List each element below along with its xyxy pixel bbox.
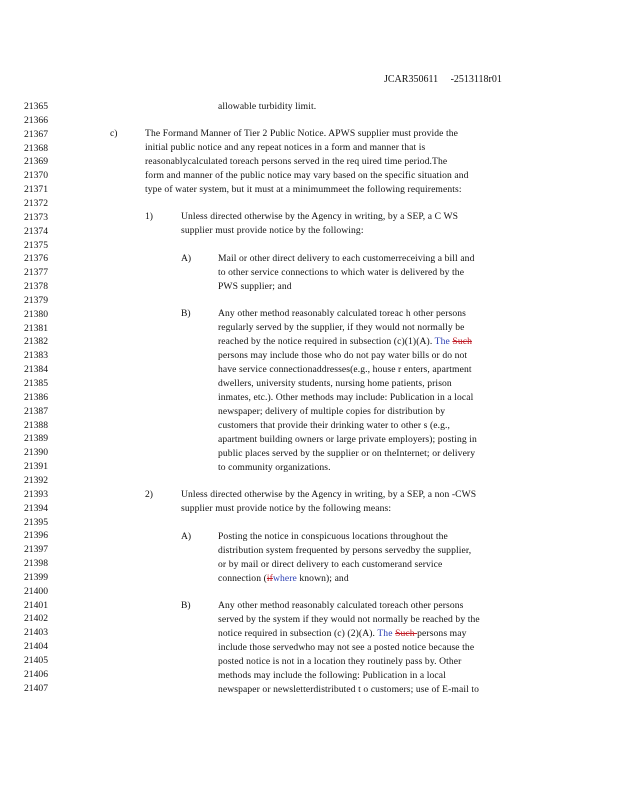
line-number: 21396 <box>24 530 48 542</box>
marker-2-B: B) <box>181 600 191 611</box>
line-number: 21366 <box>24 114 48 126</box>
text-line-21370: form and manner of the public notice may vary based on the specific situation and <box>145 170 469 181</box>
marker-1-B: B) <box>181 308 191 319</box>
inserted-text: The <box>434 336 453 347</box>
text-line-21394: supplier must provide notice by the following means: <box>181 503 392 514</box>
line-number: 21380 <box>24 308 48 320</box>
text-line-21405: posted notice is not in a location they routinely pass by. Other <box>218 656 462 667</box>
deleted-text: Such <box>395 628 418 639</box>
text-line-21393: Unless directed otherwise by the Agency in writing, by a SEP, a non -CWS <box>181 489 477 500</box>
text-line-21399 <box>218 572 349 586</box>
line-number: 21368 <box>24 142 48 154</box>
text-line-21390: public places served by the supplier or on theInternet; or delivery <box>218 448 476 459</box>
text-line-21397: distribution system frequented by persons servedby the supplier, <box>218 545 472 556</box>
line-number: 21387 <box>24 405 48 417</box>
line-number: 21404 <box>24 641 48 653</box>
line-number: 21401 <box>24 599 48 611</box>
line-number: 21406 <box>24 668 48 680</box>
line-number: 21367 <box>24 128 48 140</box>
text-line-21367: The Formand Manner of Tier 2 Public Notice. APWS supplier must provide the <box>145 128 459 139</box>
text-line-21371: type of water system, but it must at a minimummeet the following requirements: <box>145 184 462 195</box>
marker-1-A: A) <box>181 253 192 264</box>
text-line-21382 <box>218 335 472 349</box>
line-number: 21402 <box>24 613 48 625</box>
line-number: 21370 <box>24 170 48 182</box>
line-number: 21371 <box>24 184 48 196</box>
text-line-21387: newspaper; delivery of multiple copies for distribution by <box>218 406 446 417</box>
deleted-text: Such <box>452 336 472 347</box>
text-line-21374: supplier must provide notice by the following: <box>181 225 364 236</box>
text-line-21386: inmates, etc.). Other methods may include: Publication in a local <box>218 392 474 403</box>
line-number: 21379 <box>24 294 48 306</box>
line-number: 21386 <box>24 391 48 403</box>
text-line-21402: served by the system if they would not normally be reached by the <box>218 614 480 625</box>
text-line-21403 <box>218 627 466 641</box>
line-number: 21369 <box>24 156 48 168</box>
doc-id: JCAR350611 <box>384 74 439 85</box>
line-number: 21377 <box>24 267 48 279</box>
marker-2: 2) <box>145 489 153 500</box>
line-number: 21392 <box>24 474 48 486</box>
line-number: 21373 <box>24 211 48 223</box>
marker-1: 1) <box>145 211 153 222</box>
text-line-21380: Any other method reasonably calculated toreac h other persons <box>218 308 466 319</box>
line-number: 21374 <box>24 225 48 237</box>
line-number: 21397 <box>24 544 48 556</box>
text-line-21373: Unless directed otherwise by the Agency in writing, by a SEP, a C WS <box>181 211 459 222</box>
line-number: 21403 <box>24 627 48 639</box>
line-number: 21389 <box>24 433 48 445</box>
text-line-21384: have service connectionaddresses(e.g., house r enters, apartment <box>218 364 472 375</box>
line-number: 21388 <box>24 419 48 431</box>
text-segment: reached by the notice required in subsection (c)(1)(A). <box>218 336 435 347</box>
text-line-21406: methods may include the following: Publication in a local <box>218 670 446 681</box>
text-line-21396: Posting the notice in conspicuous locations throughout the <box>218 531 448 542</box>
line-number: 21400 <box>24 585 48 597</box>
text-segment: notice required in subsection (c) (2)(A). <box>218 628 378 639</box>
text-line-21369: reasonablycalculated toreach persons served in the req uired time period.The <box>145 156 448 167</box>
text-line-21401: Any other method reasonably calculated toreach other persons <box>218 600 464 611</box>
text-line-21391: to community organizations. <box>218 462 331 473</box>
marker-c: c) <box>110 128 118 139</box>
text-line-21368: initial public notice and any repeat notices in a form and manner that is <box>145 142 426 153</box>
inserted-text: where <box>272 573 297 584</box>
text-line-21365: allowable turbidity limit. <box>218 101 317 112</box>
line-number: 21394 <box>24 502 48 514</box>
text-line-21388: customers that provide their drinking water to other s (e.g., <box>218 420 451 431</box>
line-number: 21378 <box>24 281 48 293</box>
text-line-21398: or by mail or direct delivery to each customerand service <box>218 559 443 570</box>
text-segment: persons may <box>417 628 467 639</box>
line-number: 21383 <box>24 350 48 362</box>
deleted-text: if <box>266 573 273 584</box>
line-number: 21399 <box>24 571 48 583</box>
text-line-21385: dwellers, university students, nursing home patients, prison <box>218 378 452 389</box>
text-line-21381: regularly served by the supplier, if they would not normally be <box>218 322 465 333</box>
line-number: 21381 <box>24 322 48 334</box>
text-line-21376: Mail or other direct delivery to each customerreceiving a bill and <box>218 253 475 264</box>
line-number: 21398 <box>24 558 48 570</box>
doc-revision: -2513118r01 <box>450 74 502 85</box>
line-number: 21365 <box>24 101 48 112</box>
line-number: 21395 <box>24 516 48 528</box>
text-line-21378: PWS supplier; and <box>218 281 292 292</box>
line-number: 21375 <box>24 239 48 251</box>
text-line-21377: to other service connections to which water is delivered by the <box>218 267 465 278</box>
line-number: 21391 <box>24 461 48 473</box>
line-number: 21376 <box>24 253 48 265</box>
text-line-21407: newspaper or newsletterdistributed t o customers; use of E-mail to <box>218 684 480 695</box>
line-number: 21372 <box>24 197 48 209</box>
text-segment: connection ( <box>218 573 267 584</box>
line-number: 21384 <box>24 364 48 376</box>
line-number: 21393 <box>24 488 48 500</box>
marker-2-A: A) <box>181 531 192 542</box>
line-number: 21405 <box>24 655 48 666</box>
text-segment: known); and <box>296 573 349 584</box>
inserted-text: The <box>377 628 396 639</box>
document-header <box>384 74 502 85</box>
line-number: 21385 <box>24 378 48 389</box>
text-line-21389: apartment building owners or large private employers); posting in <box>218 434 477 445</box>
line-number: 21407 <box>24 682 48 694</box>
line-number: 21390 <box>24 447 48 459</box>
line-number: 21382 <box>24 336 48 348</box>
text-line-21383: persons may include those who do not pay water bills or do not <box>218 350 468 361</box>
text-line-21404: include those servedwho may not see a posted notice because the <box>218 642 475 653</box>
